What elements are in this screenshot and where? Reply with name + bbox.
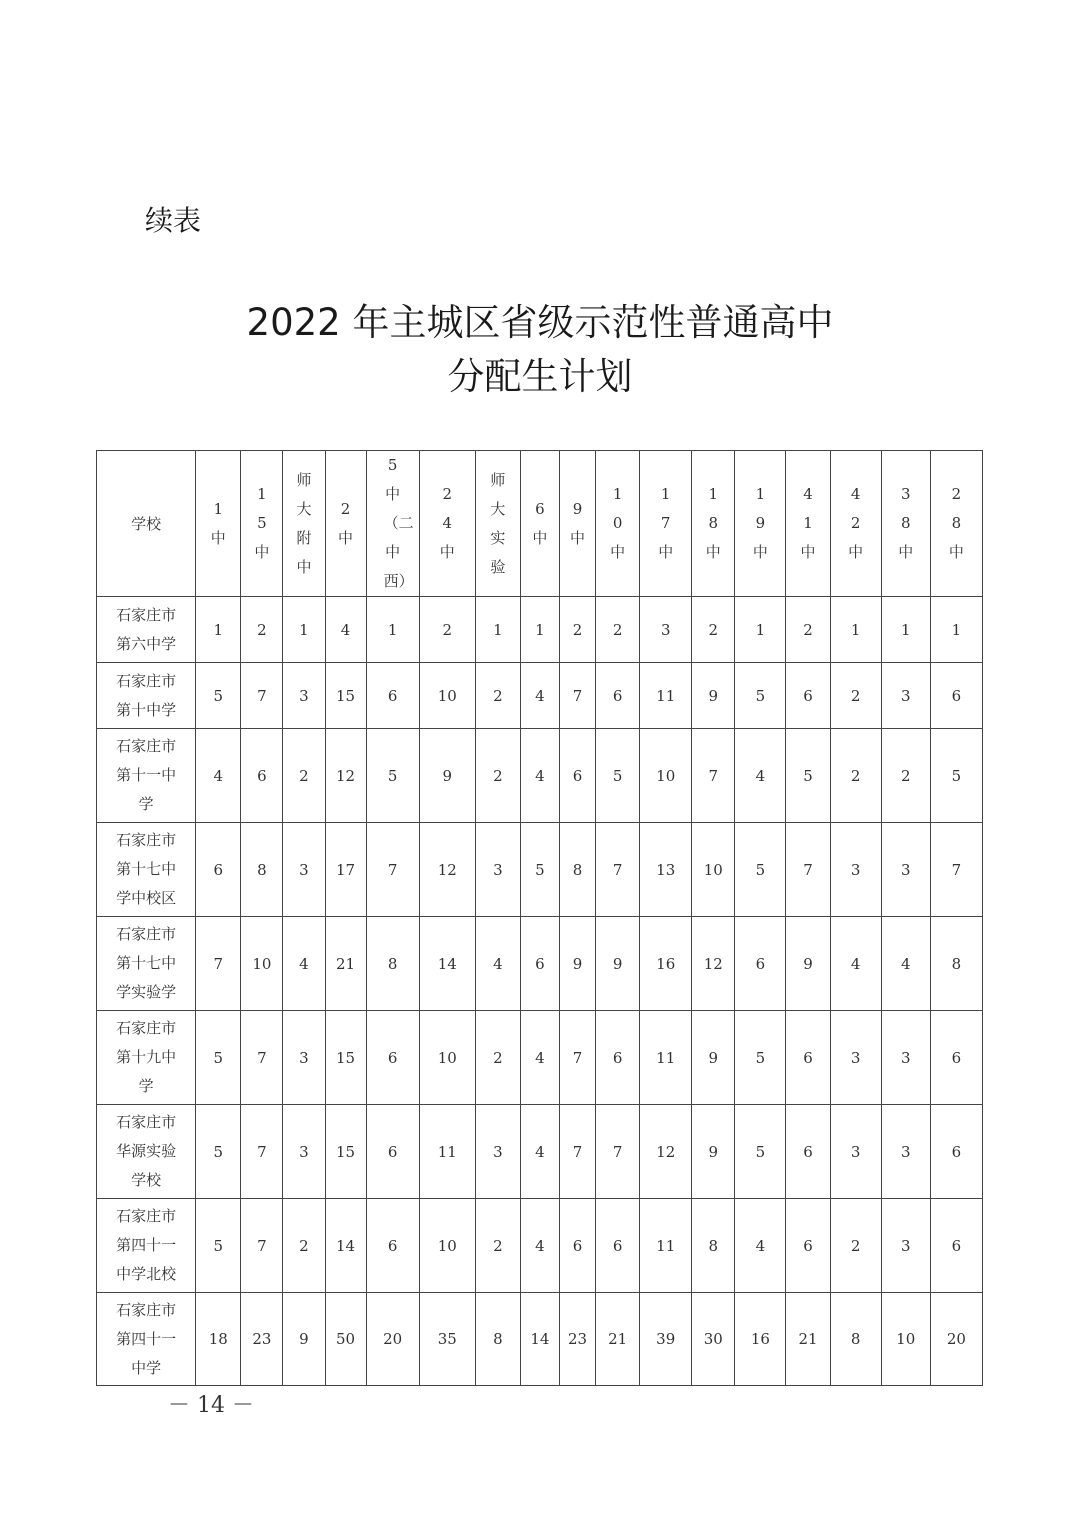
quota-cell: 2 — [475, 1011, 520, 1105]
quota-cell: 4 — [830, 917, 881, 1011]
quota-cell: 4 — [520, 1011, 559, 1105]
column-header — [283, 451, 325, 597]
quota-cell: 12 — [419, 823, 475, 917]
school-name-cell — [97, 597, 196, 663]
school-name: 石家庄市第四十一中学 — [116, 1300, 177, 1377]
quota-cell: 10 — [692, 823, 735, 917]
quota-cell: 4 — [325, 597, 366, 663]
quota-cell: 5 — [786, 729, 830, 823]
quota-cell: 2 — [283, 1199, 325, 1293]
quota-cell: 1 — [366, 597, 419, 663]
column-header-label: 6中 — [532, 499, 548, 547]
table-body — [97, 597, 983, 1386]
column-header-label: 28中 — [948, 485, 964, 561]
quota-cell: 3 — [830, 1105, 881, 1199]
quota-cell: 5 — [196, 663, 241, 729]
column-header-label: 师大附中 — [296, 470, 312, 576]
quota-cell: 1 — [196, 597, 241, 663]
quota-cell: 5 — [735, 663, 786, 729]
quota-cell: 13 — [640, 823, 692, 917]
quota-cell: 6 — [366, 1011, 419, 1105]
quota-cell: 10 — [241, 917, 283, 1011]
quota-cell: 6 — [559, 1199, 595, 1293]
quota-cell: 3 — [640, 597, 692, 663]
quota-cell: 9 — [692, 663, 735, 729]
column-header-label: 2中 — [338, 499, 354, 547]
quota-cell: 35 — [419, 1293, 475, 1386]
quota-cell: 5 — [735, 1105, 786, 1199]
column-header — [640, 451, 692, 597]
quota-cell: 3 — [283, 823, 325, 917]
quota-cell: 10 — [881, 1293, 930, 1386]
table-row — [97, 1011, 983, 1105]
quota-cell: 3 — [881, 663, 930, 729]
column-header-label: 19中 — [752, 485, 768, 561]
school-name-cell — [97, 1199, 196, 1293]
table-row — [97, 1199, 983, 1293]
quota-cell: 5 — [196, 1105, 241, 1199]
quota-cell: 4 — [735, 1199, 786, 1293]
quota-cell: 6 — [786, 663, 830, 729]
quota-cell: 6 — [366, 663, 419, 729]
quota-cell: 7 — [241, 1105, 283, 1199]
quota-cell: 1 — [930, 597, 982, 663]
quota-cell: 23 — [559, 1293, 595, 1386]
quota-cell: 3 — [830, 823, 881, 917]
quota-cell: 50 — [325, 1293, 366, 1386]
quota-cell: 7 — [559, 1011, 595, 1105]
quota-cell: 6 — [196, 823, 241, 917]
header-row — [97, 451, 983, 597]
quota-cell: 6 — [930, 1105, 982, 1199]
quota-cell: 4 — [196, 729, 241, 823]
school-name-cell — [97, 917, 196, 1011]
column-header — [559, 451, 595, 597]
quota-cell: 6 — [520, 917, 559, 1011]
quota-cell: 23 — [241, 1293, 283, 1386]
quota-cell: 1 — [283, 597, 325, 663]
quota-cell: 10 — [419, 1199, 475, 1293]
quota-cell: 16 — [735, 1293, 786, 1386]
column-header — [830, 451, 881, 597]
quota-cell: 7 — [241, 1199, 283, 1293]
quota-cell: 9 — [786, 917, 830, 1011]
quota-cell: 6 — [366, 1105, 419, 1199]
quota-cell: 6 — [735, 917, 786, 1011]
page-number: － 14 － — [168, 1393, 254, 1418]
quota-cell: 5 — [366, 729, 419, 823]
quota-cell: 6 — [366, 1199, 419, 1293]
quota-cell: 14 — [520, 1293, 559, 1386]
table-row — [97, 597, 983, 663]
column-header-label: 5中（二中西） — [383, 456, 414, 590]
continued-table-label: 续表 — [145, 204, 202, 237]
quota-cell: 8 — [930, 917, 982, 1011]
quota-cell: 8 — [475, 1293, 520, 1386]
quota-cell: 11 — [419, 1105, 475, 1199]
quota-cell: 5 — [196, 1011, 241, 1105]
quota-cell: 1 — [520, 597, 559, 663]
quota-cell: 6 — [786, 1199, 830, 1293]
quota-cell: 9 — [559, 917, 595, 1011]
quota-cell: 3 — [283, 1011, 325, 1105]
quota-cell: 6 — [241, 729, 283, 823]
quota-cell: 16 — [640, 917, 692, 1011]
quota-cell: 7 — [196, 917, 241, 1011]
table-header — [97, 451, 983, 597]
column-header — [786, 451, 830, 597]
quota-cell: 2 — [596, 597, 640, 663]
quota-cell: 10 — [640, 729, 692, 823]
quota-cell: 10 — [419, 663, 475, 729]
quota-cell: 6 — [596, 663, 640, 729]
column-header — [241, 451, 283, 597]
table-row — [97, 917, 983, 1011]
table-row — [97, 1293, 983, 1386]
quota-cell: 2 — [419, 597, 475, 663]
quota-cell: 6 — [930, 1199, 982, 1293]
quota-cell: 4 — [881, 917, 930, 1011]
column-header-label: 17中 — [658, 485, 674, 561]
quota-cell: 6 — [559, 729, 595, 823]
quota-cell: 10 — [419, 1011, 475, 1105]
quota-cell: 3 — [881, 1199, 930, 1293]
table-row — [97, 1105, 983, 1199]
column-header — [930, 451, 982, 597]
quota-cell: 9 — [283, 1293, 325, 1386]
quota-cell: 11 — [640, 663, 692, 729]
quota-cell: 5 — [735, 823, 786, 917]
quota-cell: 1 — [830, 597, 881, 663]
column-header — [325, 451, 366, 597]
quota-cell: 15 — [325, 663, 366, 729]
quota-cell: 7 — [241, 1011, 283, 1105]
quota-cell: 4 — [735, 729, 786, 823]
quota-cell: 2 — [692, 597, 735, 663]
quota-cell: 2 — [830, 729, 881, 823]
quota-cell: 6 — [786, 1105, 830, 1199]
school-name-cell — [97, 1105, 196, 1199]
school-name: 石家庄市第十九中学 — [116, 1019, 177, 1095]
school-name: 石家庄市第十中学 — [116, 671, 177, 719]
school-name-cell — [97, 729, 196, 823]
school-name-cell — [97, 1011, 196, 1105]
quota-cell: 12 — [325, 729, 366, 823]
quota-cell: 21 — [596, 1293, 640, 1386]
table-row — [97, 663, 983, 729]
quota-cell: 4 — [520, 729, 559, 823]
table-row — [97, 729, 983, 823]
column-header — [735, 451, 786, 597]
quota-cell: 9 — [419, 729, 475, 823]
school-name: 石家庄市华源实验学校 — [116, 1113, 177, 1189]
quota-cell: 6 — [930, 663, 982, 729]
quota-cell: 5 — [520, 823, 559, 917]
column-header — [419, 451, 475, 597]
quota-cell: 7 — [786, 823, 830, 917]
quota-cell: 12 — [640, 1105, 692, 1199]
column-header-label: 38中 — [898, 485, 914, 561]
quota-cell: 3 — [475, 1105, 520, 1199]
quota-cell: 3 — [475, 823, 520, 917]
quota-cell: 14 — [325, 1199, 366, 1293]
quota-cell: 20 — [366, 1293, 419, 1386]
quota-cell: 8 — [241, 823, 283, 917]
quota-cell: 4 — [520, 1199, 559, 1293]
quota-cell: 30 — [692, 1293, 735, 1386]
quota-cell: 5 — [735, 1011, 786, 1105]
quota-cell: 8 — [366, 917, 419, 1011]
column-header — [881, 451, 930, 597]
quota-cell: 7 — [241, 663, 283, 729]
allocation-plan-table — [96, 450, 983, 1386]
quota-cell: 11 — [640, 1199, 692, 1293]
quota-cell: 9 — [596, 917, 640, 1011]
quota-cell: 2 — [559, 597, 595, 663]
quota-cell: 14 — [419, 917, 475, 1011]
quota-cell: 2 — [475, 729, 520, 823]
column-header-label: 24中 — [439, 485, 455, 561]
quota-cell: 4 — [475, 917, 520, 1011]
quota-cell: 2 — [786, 597, 830, 663]
column-header-label: 42中 — [848, 485, 864, 561]
quota-cell: 1 — [881, 597, 930, 663]
quota-cell: 2 — [241, 597, 283, 663]
quota-cell: 5 — [930, 729, 982, 823]
quota-cell: 3 — [283, 663, 325, 729]
quota-cell: 2 — [830, 1199, 881, 1293]
column-header — [596, 451, 640, 597]
quota-cell: 6 — [786, 1011, 830, 1105]
column-header-label: 师大实验 — [490, 470, 506, 576]
quota-cell: 7 — [596, 1105, 640, 1199]
quota-cell: 5 — [596, 729, 640, 823]
school-name: 石家庄市第六中学 — [116, 605, 177, 653]
column-header — [366, 451, 419, 597]
column-header — [196, 451, 241, 597]
quota-cell: 15 — [325, 1105, 366, 1199]
quota-cell: 3 — [881, 1105, 930, 1199]
quota-cell: 3 — [283, 1105, 325, 1199]
column-header — [475, 451, 520, 597]
quota-cell: 12 — [692, 917, 735, 1011]
school-name-cell — [97, 823, 196, 917]
quota-cell: 7 — [559, 1105, 595, 1199]
quota-cell: 9 — [692, 1011, 735, 1105]
quota-cell: 1 — [475, 597, 520, 663]
quota-cell: 39 — [640, 1293, 692, 1386]
quota-cell: 11 — [640, 1011, 692, 1105]
quota-cell: 2 — [881, 729, 930, 823]
quota-cell: 7 — [692, 729, 735, 823]
quota-cell: 8 — [692, 1199, 735, 1293]
quota-cell: 7 — [559, 663, 595, 729]
quota-cell: 2 — [475, 1199, 520, 1293]
quota-cell: 18 — [196, 1293, 241, 1386]
quota-cell: 7 — [596, 823, 640, 917]
page-title-line-1: 2022 年主城区省级示范性普通高中 — [246, 301, 834, 344]
quota-cell: 8 — [559, 823, 595, 917]
quota-cell: 6 — [930, 1011, 982, 1105]
column-header-label: 10中 — [610, 485, 626, 561]
school-name: 石家庄市第十七中学实验学 — [116, 925, 177, 1001]
school-name: 石家庄市第十七中学中校区 — [116, 831, 177, 907]
quota-cell: 2 — [830, 663, 881, 729]
page-title-line-2: 分配生计划 — [447, 355, 633, 398]
quota-cell: 4 — [283, 917, 325, 1011]
column-header-label: 9中 — [570, 499, 586, 547]
quota-cell: 8 — [830, 1293, 881, 1386]
quota-cell: 4 — [520, 1105, 559, 1199]
quota-cell: 7 — [366, 823, 419, 917]
quota-cell: 1 — [735, 597, 786, 663]
quota-cell: 5 — [196, 1199, 241, 1293]
quota-cell: 7 — [930, 823, 982, 917]
quota-cell: 2 — [475, 663, 520, 729]
school-name: 石家庄市第四十一中学北校 — [116, 1207, 177, 1283]
quota-cell: 2 — [283, 729, 325, 823]
column-header-label: 15中 — [254, 485, 270, 561]
quota-cell: 3 — [881, 1011, 930, 1105]
table-row — [97, 823, 983, 917]
column-header — [520, 451, 559, 597]
quota-cell: 4 — [520, 663, 559, 729]
quota-cell: 3 — [830, 1011, 881, 1105]
column-header-label: 1中 — [210, 499, 226, 547]
quota-cell: 21 — [786, 1293, 830, 1386]
quota-cell: 3 — [881, 823, 930, 917]
school-column-header: 学校 — [97, 451, 196, 597]
column-header-label: 18中 — [705, 485, 721, 561]
quota-cell: 9 — [692, 1105, 735, 1199]
quota-cell: 21 — [325, 917, 366, 1011]
column-header-label: 41中 — [800, 485, 816, 561]
quota-cell: 6 — [596, 1011, 640, 1105]
column-header — [692, 451, 735, 597]
quota-cell: 15 — [325, 1011, 366, 1105]
school-name-cell — [97, 663, 196, 729]
quota-cell: 17 — [325, 823, 366, 917]
school-name-cell — [97, 1293, 196, 1386]
school-name: 石家庄市第十一中学 — [116, 737, 177, 813]
quota-cell: 20 — [930, 1293, 982, 1386]
quota-cell: 6 — [596, 1199, 640, 1293]
